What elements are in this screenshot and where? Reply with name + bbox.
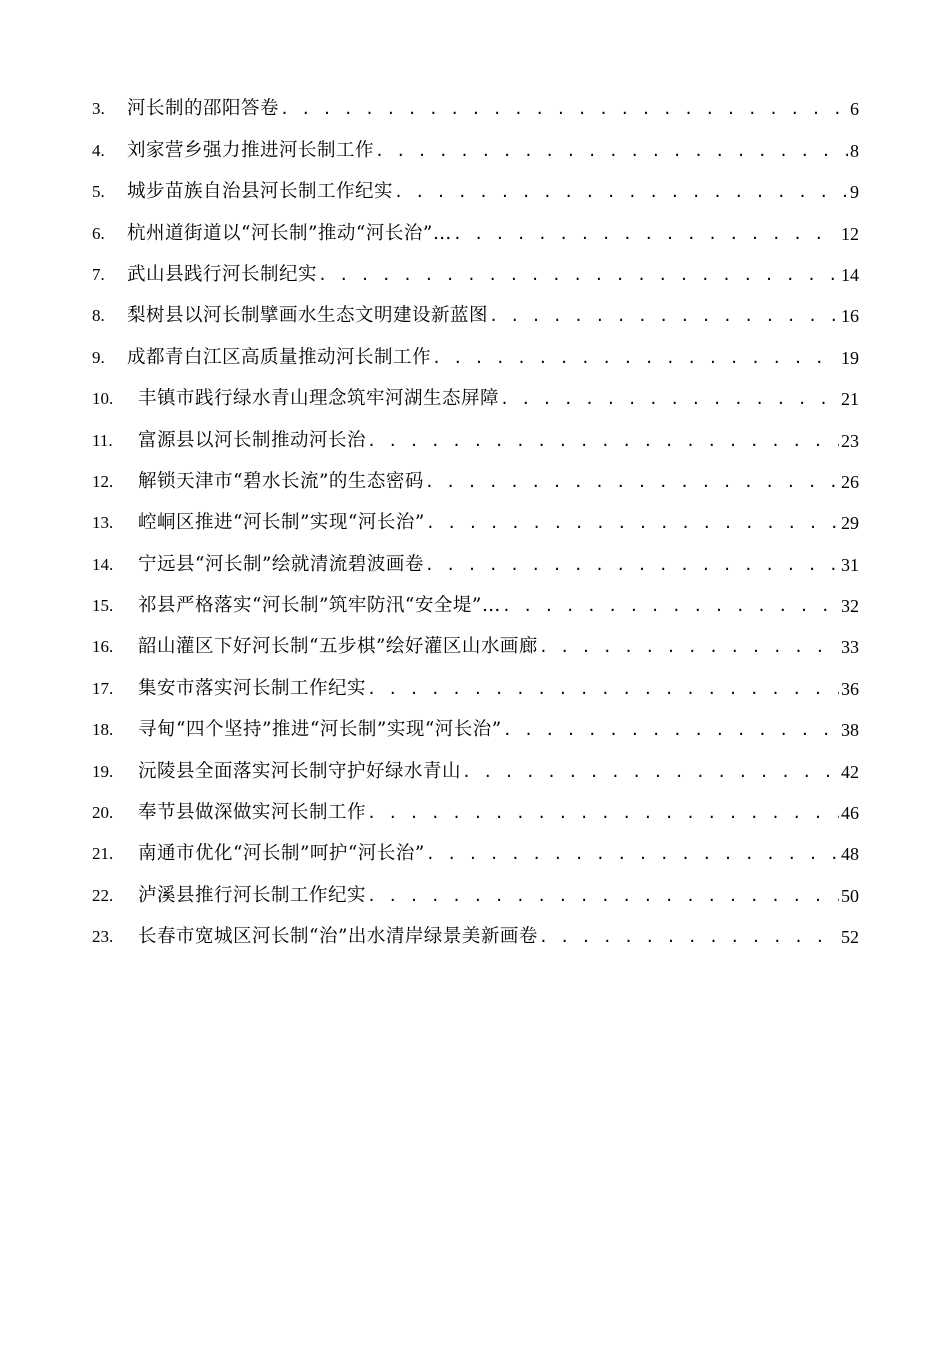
- toc-entry-title: 宁远县“河长制”绘就清流碧波画卷: [138, 553, 424, 575]
- toc-entry-title: 长春市宽城区河长制“治”出水清岸绿景美新画卷: [138, 926, 538, 948]
- toc-entry-number: 3.: [92, 99, 105, 119]
- toc-entry-title: 集安市落实河长制工作纪实: [138, 677, 367, 699]
- dot-leader: [503, 717, 839, 743]
- toc-entry-page: 38: [841, 720, 859, 741]
- toc-entry-page: 42: [841, 761, 859, 782]
- toc-entry-title: 韶山灌区下好河长制“五步棋”绘好灌区山水画廊: [138, 636, 538, 658]
- toc-entry-page: 48: [841, 844, 859, 865]
- toc-entry[interactable]: [92, 122, 859, 163]
- toc-entry-page: 23: [841, 430, 859, 451]
- toc-entry-number: 4.: [92, 140, 105, 160]
- toc-entry[interactable]: [92, 164, 859, 205]
- toc-entry-title: 刘家营乡强力推进河长制工作: [127, 139, 375, 161]
- toc-entry-title: 崆峒区推进“河长制”实现“河长治”: [138, 512, 425, 534]
- toc-entry[interactable]: [92, 867, 859, 908]
- toc-entry-title: 祁县严格落实“河长制”筑牢防汛“安全堤”…: [138, 595, 501, 617]
- toc-entry[interactable]: [92, 412, 859, 453]
- toc-entry-number: 19.: [92, 761, 114, 781]
- toc-entry-title: 杭州道街道以“河长制”推动“河长治”…: [127, 222, 452, 244]
- toc-entry-title: 丰镇市践行绿水青山理念筑牢河湖生态屏障: [138, 388, 500, 410]
- dot-leader: [375, 138, 848, 164]
- toc-entry-number: 10.: [92, 389, 114, 409]
- toc-entry-page: 31: [841, 554, 859, 575]
- toc-entry[interactable]: [92, 205, 859, 246]
- toc-entry[interactable]: [92, 495, 859, 536]
- toc-entry[interactable]: [92, 909, 859, 950]
- toc-entry-page: 14: [841, 264, 859, 285]
- toc-entry-title: 沅陵县全面落实河长制守护好绿水青山: [138, 760, 462, 782]
- toc-entry-number: 17.: [92, 678, 114, 698]
- toc-entry-page: 12: [841, 223, 859, 244]
- toc-entry-number: 9.: [92, 347, 105, 367]
- toc-entry-number: 22.: [92, 885, 114, 905]
- toc-entry-number: 18.: [92, 720, 114, 740]
- toc-entry-number: 21.: [92, 844, 114, 864]
- toc-entry-number: 14.: [92, 554, 114, 574]
- toc-entry[interactable]: [92, 288, 859, 329]
- toc-entry-page: 21: [841, 389, 859, 410]
- toc-entry-number: 12.: [92, 471, 114, 491]
- dot-leader: [489, 303, 839, 329]
- toc-entry[interactable]: [92, 785, 859, 826]
- dot-leader: [426, 841, 839, 867]
- toc-entry[interactable]: [92, 578, 859, 619]
- toc-entry-title: 武山县践行河长制纪实: [127, 263, 318, 285]
- toc-entry-number: 6.: [92, 223, 105, 243]
- dot-leader: [425, 552, 839, 578]
- toc-entry-page: 50: [841, 885, 859, 906]
- toc-entry-number: 13.: [92, 513, 114, 533]
- toc-entry-number: 7.: [92, 264, 105, 284]
- toc-entry-page: 16: [841, 306, 859, 327]
- toc-entry[interactable]: [92, 454, 859, 495]
- toc-entry-number: 20.: [92, 803, 114, 823]
- toc-entry[interactable]: [92, 619, 859, 660]
- toc-entry-page: 52: [841, 927, 859, 948]
- table-of-contents: [92, 81, 859, 950]
- toc-entry-page: 6: [850, 99, 859, 120]
- toc-entry[interactable]: [92, 371, 859, 412]
- toc-entry[interactable]: [92, 702, 859, 743]
- dot-leader: [453, 221, 839, 247]
- toc-entry-title: 奉节县做深做实河长制工作: [138, 802, 367, 824]
- dot-leader: [280, 96, 848, 122]
- toc-entry-number: 5.: [92, 182, 105, 202]
- dot-leader: [432, 345, 839, 371]
- toc-entry[interactable]: [92, 660, 859, 701]
- dot-leader: [394, 179, 848, 205]
- toc-entry[interactable]: [92, 81, 859, 122]
- toc-entry-page: 29: [841, 513, 859, 534]
- dot-leader: [462, 759, 839, 785]
- toc-entry-number: 15.: [92, 596, 114, 616]
- toc-entry-number: 11.: [92, 430, 113, 450]
- toc-entry[interactable]: [92, 826, 859, 867]
- toc-entry-page: 33: [841, 637, 859, 658]
- dot-leader: [502, 593, 839, 619]
- toc-entry-page: 32: [841, 596, 859, 617]
- toc-entry[interactable]: [92, 536, 859, 577]
- toc-entry-number: 8.: [92, 306, 105, 326]
- dot-leader: [539, 924, 839, 950]
- toc-entry-number: 16.: [92, 637, 114, 657]
- dot-leader: [539, 634, 839, 660]
- toc-entry-title: 解锁天津市“碧水长流”的生态密码: [138, 470, 424, 492]
- toc-entry-page: 9: [850, 182, 859, 203]
- toc-entry-title: 寻甸“四个坚持”推进“河长制”实现“河长治”: [138, 719, 502, 741]
- toc-entry-page: 19: [841, 347, 859, 368]
- toc-entry[interactable]: [92, 743, 859, 784]
- toc-entry-title: 富源县以河长制推动河长治: [138, 429, 367, 451]
- toc-entry-page: 26: [841, 471, 859, 492]
- toc-entry-title: 河长制的邵阳答卷: [127, 98, 280, 120]
- dot-leader: [367, 883, 839, 909]
- toc-entry[interactable]: [92, 247, 859, 288]
- dot-leader: [426, 510, 839, 536]
- toc-entry-title: 成都青白江区高质量推动河长制工作: [127, 346, 432, 368]
- toc-entry-title: 泸溪县推行河长制工作纪实: [138, 884, 367, 906]
- toc-entry[interactable]: [92, 329, 859, 370]
- dot-leader: [367, 800, 839, 826]
- toc-entry-title: 南通市优化“河长制”呵护“河长治”: [138, 843, 425, 865]
- toc-entry-page: 46: [841, 803, 859, 824]
- toc-entry-page: 36: [841, 678, 859, 699]
- toc-entry-page: 8: [850, 140, 859, 161]
- toc-entry-title: 城步苗族自治县河长制工作纪实: [127, 181, 394, 203]
- toc-entry-number: 23.: [92, 927, 114, 947]
- dot-leader: [367, 428, 839, 454]
- dot-leader: [425, 469, 839, 495]
- dot-leader: [367, 676, 839, 702]
- toc-entry-title: 梨树县以河长制擘画水生态文明建设新蓝图: [127, 305, 489, 327]
- dot-leader: [318, 262, 839, 288]
- dot-leader: [500, 386, 839, 412]
